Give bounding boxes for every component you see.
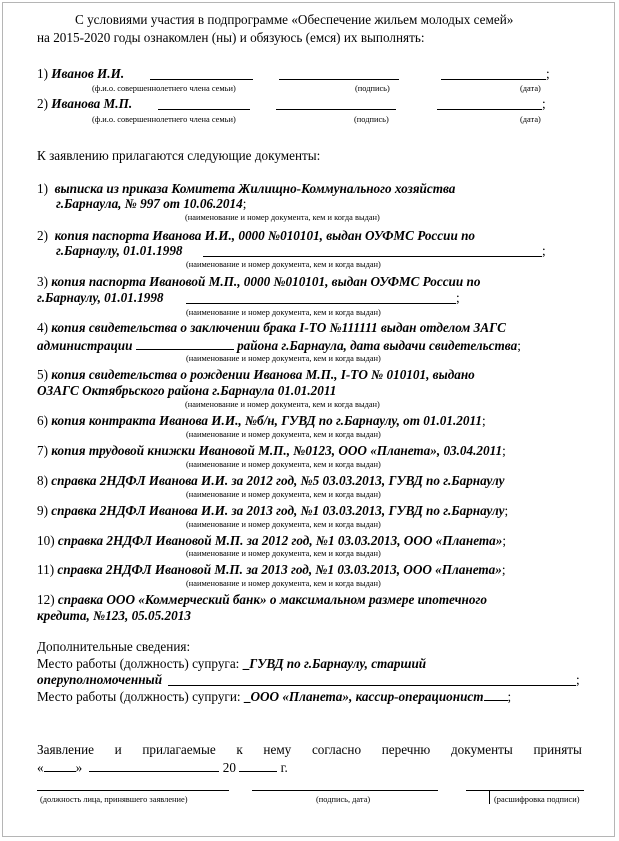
doc-12-line-1: 12) справка ООО «Коммерческий банк» о максимальном размере ипотечного	[37, 592, 487, 607]
signer-2-fio-caption: (ф.и.о. совершеннолетнего члена семьи)	[92, 115, 236, 124]
doc-10: 10) справка 2НДФЛ Ивановой М.П. за 2012 год, №1 03.03.2013, ООО «Планета»;	[37, 533, 507, 548]
doc-4-line-2: администрации района г.Барнаула, дата выдачи свидетельства;	[37, 338, 521, 353]
doc-5-line-1: 5) копия свидетельства о рождении Иванова М.П., I-ТО № 010101, выдано	[37, 367, 475, 382]
signer-1-fio-line	[150, 79, 253, 80]
doc-2-caption: (наименование и номер документа, кем и когда выдан)	[186, 260, 381, 269]
decoding-line	[466, 790, 584, 791]
sign-date-line	[252, 790, 438, 791]
signer-2-name: Иванова М.П.	[51, 96, 133, 111]
doc-4-fill-line	[136, 338, 234, 350]
doc-5-caption: (наименование и номер документа, кем и когда выдан)	[185, 400, 380, 409]
doc-1-line-2: г.Барнаула, № 997 от 10.06.2014;	[56, 196, 247, 211]
doc-3-line-2: г.Барнаулу, 01.01.1998	[37, 290, 164, 305]
doc-6-caption: (наименование и номер документа, кем и когда выдан)	[186, 430, 381, 439]
signer-1	[37, 66, 124, 81]
signer-2	[37, 96, 132, 111]
position-caption: (должность лица, принявшего заявление)	[40, 795, 188, 804]
doc-4-line-1: 4) копия свидетельства о заключении брака I-ТО №111111 выдан отделом ЗАГС	[37, 320, 506, 335]
signer-2-date-caption: (дата)	[520, 115, 541, 124]
doc-9-caption: (наименование и номер документа, кем и когда выдан)	[186, 520, 381, 529]
decoding-caption: (расшифровка подписи)	[494, 795, 580, 804]
signer-1-name: Иванов И.И.	[51, 66, 125, 81]
signer-1-number: 1)	[37, 66, 48, 81]
doc-2-line-2: г.Барнаулу, 01.01.1998	[56, 243, 183, 258]
doc-3-fill-line	[186, 303, 456, 304]
signer-2-end: ;	[542, 96, 546, 111]
doc-10-caption: (наименование и номер документа, кем и когда выдан)	[186, 549, 381, 558]
wife-work: Место работы (должность) супруги: _ООО «Планета», кассир-операционист ;	[37, 689, 512, 704]
caption-divider	[489, 791, 490, 804]
signer-1-date-line	[441, 79, 546, 80]
husband-work: Место работы (должность) супруга: _ГУВД по г.Барнаулу, старший	[37, 656, 427, 671]
doc-7: 7) копия трудовой книжки Ивановой М.П., №0123, ООО «Планета», 03.04.2011;	[37, 443, 506, 458]
sign-date-caption: (подпись, дата)	[316, 795, 371, 804]
doc-1-caption: (наименование и номер документа, кем и когда выдан)	[185, 213, 380, 222]
doc-11-caption: (наименование и номер документа, кем и когда выдан)	[186, 579, 381, 588]
doc-2-end: ;	[542, 243, 546, 258]
position-line	[37, 790, 229, 791]
doc-3-line-1: 3) копия паспорта Ивановой М.П., 0000 №010101, выдан ОУФМС России по	[37, 274, 481, 289]
doc-7-caption: (наименование и номер документа, кем и когда выдан)	[186, 460, 381, 469]
acceptance-line: Заявление и прилагаемые к нему согласно перечню документы приняты	[37, 742, 582, 757]
acceptance-date: « » 20 г.	[37, 760, 288, 775]
extra-heading: Дополнительные сведения:	[37, 639, 191, 654]
signer-1-sign-caption: (подпись)	[355, 84, 390, 93]
signer-1-date-caption: (дата)	[520, 84, 541, 93]
signer-2-fio-line	[158, 109, 250, 110]
doc-9: 9) справка 2НДФЛ Иванова И.И. за 2013 год, №1 03.03.2013, ГУВД по г.Барнаулу;	[37, 503, 509, 518]
doc-2-line-1: 2) копия паспорта Иванова И.И., 0000 №010101, выдан ОУФМС России по	[37, 228, 476, 243]
signer-2-number: 2)	[37, 96, 48, 111]
doc-1-line-1: 1) выписка из приказа Комитета Жилищно-Коммунального хозяйства	[37, 181, 456, 196]
husband-end: ;	[576, 672, 580, 687]
month-field	[89, 760, 219, 772]
year-field	[239, 760, 277, 772]
doc-11: 11) справка 2НДФЛ Ивановой М.П. за 2013 год, №1 03.03.2013, ООО «Планета»;	[37, 562, 506, 577]
signer-1-sign-line	[279, 79, 399, 80]
doc-8-caption: (наименование и номер документа, кем и когда выдан)	[186, 490, 381, 499]
doc-6: 6) копия контракта Иванова И.И., №б/н, ГУВД по г.Барнаулу, от 01.01.2011;	[37, 413, 486, 428]
signer-2-date-line	[437, 109, 542, 110]
doc-8: 8) справка 2НДФЛ Иванова И.И. за 2012 год, №5 03.03.2013, ГУВД по г.Барнаулу	[37, 473, 505, 488]
signer-2-sign-caption: (подпись)	[354, 115, 389, 124]
doc-4-caption: (наименование и номер документа, кем и когда выдан)	[186, 354, 381, 363]
doc-5-line-2: ОЗАГС Октябрьского района г.Барнаула 01.01.2011	[37, 383, 337, 398]
intro-line-2: на 2015-2020 годы ознакомлен (ны) и обязуюсь (емся) их выполнять:	[37, 30, 425, 45]
day-field	[44, 760, 76, 772]
signer-1-fio-caption: (ф.и.о. совершеннолетнего члена семьи)	[92, 84, 236, 93]
signer-2-sign-line	[276, 109, 396, 110]
doc-2-fill-line	[203, 256, 542, 257]
intro-line-1: С условиями участия в подпрограмме «Обеспечение жильем молодых семей»	[75, 12, 514, 27]
doc-3-caption: (наименование и номер документа, кем и когда выдан)	[186, 308, 381, 317]
signer-1-end: ;	[546, 66, 550, 81]
husband-work-2: оперуполномоченный	[37, 672, 163, 687]
husband-fill-line	[168, 685, 576, 686]
doc-3-end: ;	[456, 290, 460, 305]
doc-12-line-2: кредита, №123, 05.05.2013	[37, 608, 191, 623]
docs-heading: К заявлению прилагаются следующие документы:	[37, 148, 321, 163]
